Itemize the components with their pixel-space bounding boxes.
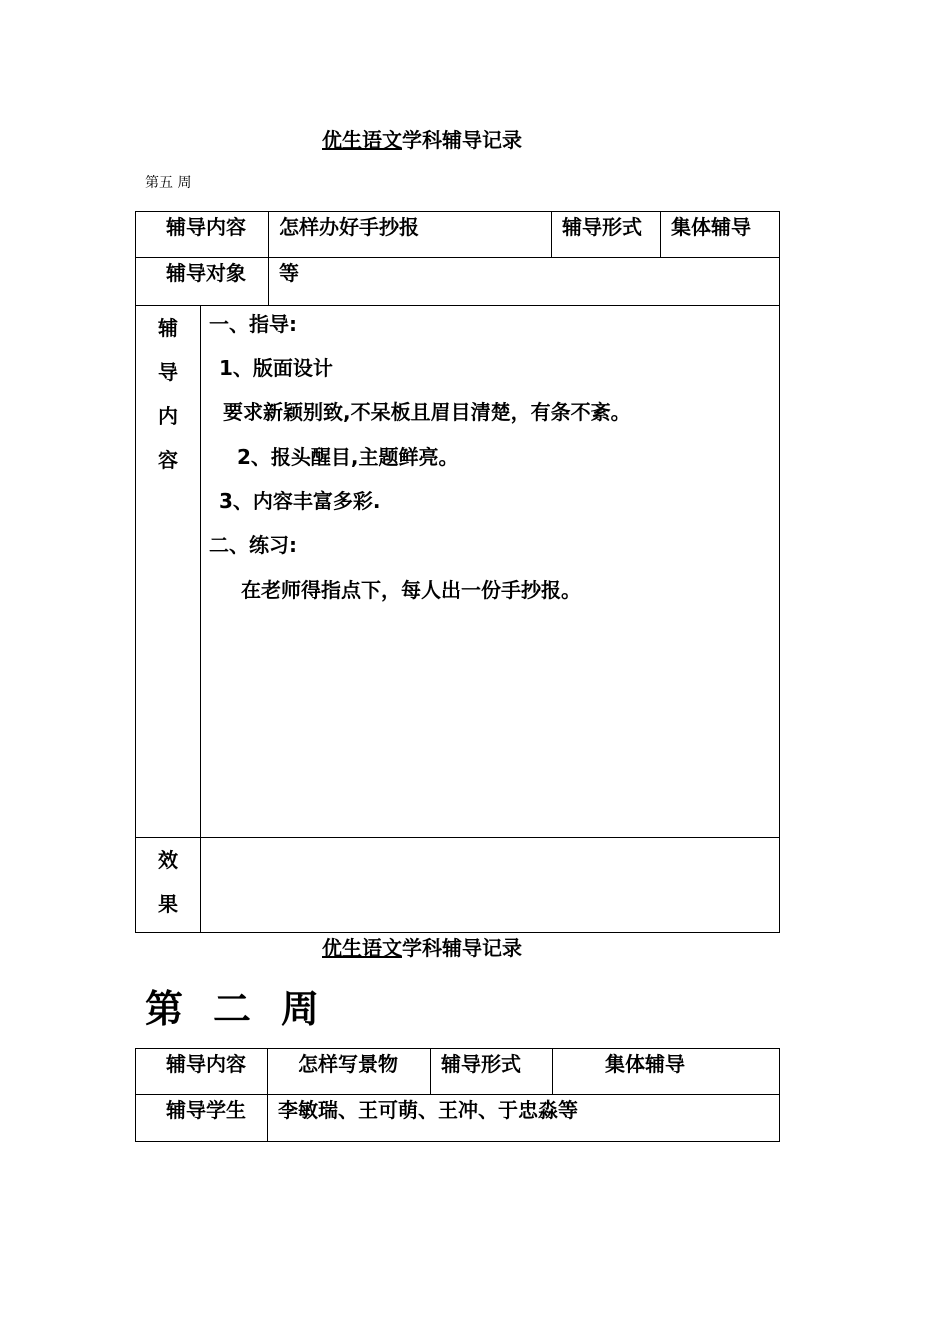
record1-effect-body-cell (201, 838, 780, 933)
record1-label-object-cell (136, 258, 269, 306)
record1-title (322, 124, 522, 153)
record1-label-object: 辅导对象 (166, 261, 246, 285)
record2-header-table (135, 1048, 780, 1142)
record1-title-underlined: 优生语文 (322, 128, 402, 152)
record1-content-body-cell (201, 306, 780, 838)
record1-content-line-6: 二、练习: (209, 533, 297, 557)
record1-label-content: 辅导内容 (166, 215, 246, 239)
record1-form-value: 集体辅导 (671, 215, 751, 239)
record1-form-value-cell (661, 212, 780, 258)
record1-object-value-cell (269, 258, 780, 306)
record2-label-form-cell (431, 1049, 553, 1095)
record1-label-content-cell (136, 212, 269, 258)
record1-content-label-char-4: 容 (158, 448, 178, 472)
record2-students-value: 李敏瑞、王可萌、王冲、于忠淼等 (278, 1098, 578, 1122)
record1-content-value: 怎样办好手抄报 (279, 215, 419, 239)
record1-title-rest: 学科辅导记录 (402, 128, 522, 152)
record2-label-form: 辅导形式 (441, 1052, 521, 1076)
record2-label-content: 辅导内容 (166, 1052, 246, 1076)
record1-content-line-5: 3、内容丰富多彩. (219, 489, 381, 513)
record2-students-value-cell (268, 1095, 780, 1142)
record2-content-value-cell (268, 1049, 431, 1095)
record2-title-rest: 学科辅导记录 (402, 936, 522, 960)
record1-content-label-char-3: 内 (158, 404, 178, 428)
record1-content-label-char-2: 导 (158, 360, 178, 384)
record2-week: 第二周 (145, 987, 350, 1031)
record2-form-value: 集体辅导 (605, 1052, 685, 1076)
record1-label-form: 辅导形式 (562, 215, 642, 239)
record2-label-students: 辅导学生 (166, 1098, 246, 1122)
record1-content-value-cell (269, 212, 552, 258)
record1-content-line-7: 在老师得指点下，每人出一份手抄报。 (241, 578, 581, 602)
record1-content-line-3: 要求新颖别致,不呆板且眉目清楚，有条不紊。 (223, 400, 631, 424)
record2-form-value-cell (553, 1049, 780, 1095)
record1-effect-label-char-1: 效 (158, 848, 178, 872)
record1-week: 第五 周 (145, 175, 192, 191)
record2-label-students-cell (136, 1095, 268, 1142)
record1-header-table (135, 211, 780, 306)
record1-label-form-cell (552, 212, 661, 258)
record2-title (322, 932, 522, 961)
record1-body-table (135, 305, 780, 933)
record1-effect-label-char-2: 果 (158, 892, 178, 916)
record2-content-value: 怎样写景物 (298, 1052, 398, 1076)
record1-object-value: 等 (279, 261, 299, 285)
record1-content-line-4: 2、报头醒目,主题鲜亮。 (237, 445, 459, 469)
record1-content-label-cell (136, 306, 201, 838)
record2-title-underlined: 优生语文 (322, 936, 402, 960)
record1-content-line-2: 1、版面设计 (219, 356, 333, 380)
record2-label-content-cell (136, 1049, 268, 1095)
record1-effect-label-cell (136, 838, 201, 933)
record1-content-label-char-1: 辅 (158, 316, 178, 340)
record1-content-line-1: 一、指导: (209, 312, 297, 336)
